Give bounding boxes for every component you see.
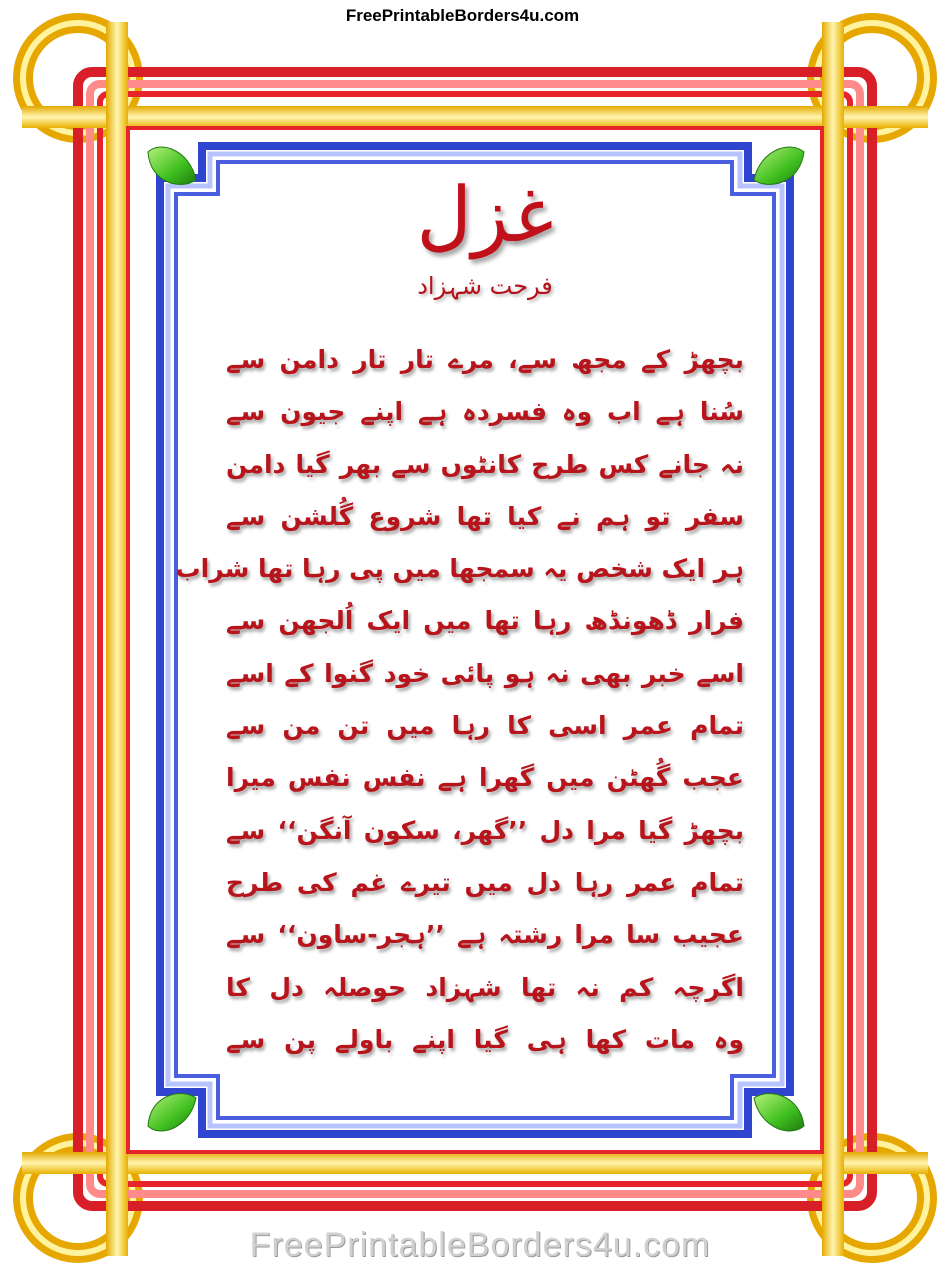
verse-line: عجیب سا مرا رشتہ ہے ’’ہجر-ساون‘‘ سے bbox=[226, 920, 744, 950]
verse-line: عجب گُھٹن میں گھرا ہے نفس نفس میرا bbox=[226, 763, 744, 793]
verse-line: اسے خبر بھی نہ ہو پائی خود گنوا کے اسے bbox=[226, 658, 744, 688]
verse-line: سفر تو ہم نے کیا تھا شروع گُلشن سے bbox=[226, 501, 744, 531]
poem-panel bbox=[175, 170, 744, 1095]
leaf-bottom-right bbox=[754, 1094, 804, 1131]
verse-list bbox=[175, 334, 744, 1066]
leaf-top-left bbox=[148, 147, 196, 184]
verse-line: ہر ایک شخص یہ سمجھا میں پی رہا تھا شراب bbox=[175, 554, 744, 584]
verse-line: وہ مات کھا ہی گیا اپنے باولے پن سے bbox=[226, 1024, 744, 1054]
verse-line: تمام عمر اسی کا رہا میں تن من سے bbox=[226, 711, 744, 741]
verse-line: بچھڑ گیا مرا دل ’’گھر، سکون آنگن‘‘ سے bbox=[226, 815, 744, 845]
site-watermark-top: FreePrintableBorders4u.com bbox=[345, 6, 580, 25]
poem-title: غزل bbox=[416, 170, 554, 259]
leaf-bottom-left bbox=[148, 1094, 196, 1131]
verse-line: سُنا ہے اب وہ فسردہ ہے اپنے جیون سے bbox=[226, 397, 744, 427]
verse-line: بچھڑ کے مجھ سے، مرے تار تار دامن سے bbox=[226, 345, 744, 374]
leaf-top-right bbox=[754, 147, 804, 184]
site-watermark-bottom: FreePrintableBorders4u.com bbox=[249, 1226, 711, 1264]
poet-name: فرحت شہزاد bbox=[417, 272, 553, 300]
verse-line: نہ جانے کس طرح کانٹوں سے بھر گیا دامن bbox=[226, 449, 744, 479]
verse-line: فرار ڈھونڈھ رہا تھا میں ایک اُلجھن سے bbox=[226, 606, 744, 636]
verse-line: اگرچہ کم نہ تھا شہزاد حوصلہ دل کا bbox=[226, 972, 744, 1002]
verse-line: تمام عمر رہا دل میں تیرے غم کی طرح bbox=[226, 867, 744, 897]
